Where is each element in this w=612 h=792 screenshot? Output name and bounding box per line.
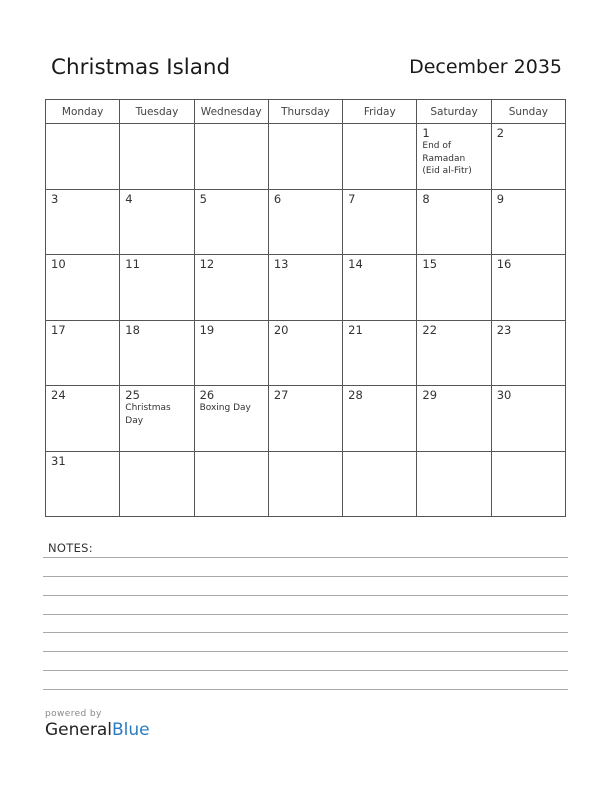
- day-cell: [194, 386, 268, 452]
- day-cell: [120, 124, 194, 190]
- weekday-header: Friday: [343, 100, 417, 124]
- day-number: 22: [422, 322, 438, 337]
- day-number: 13: [273, 257, 289, 271]
- day-cell-content: [492, 255, 565, 271]
- day-cell: [194, 189, 268, 255]
- day-cell-content: [492, 452, 565, 454]
- weekday-header: Monday: [46, 100, 120, 124]
- notes-label: NOTES:: [48, 541, 93, 555]
- day-number: 31: [51, 453, 66, 468]
- month-label: December 2035: [409, 56, 562, 78]
- day-cell: [343, 451, 417, 517]
- day-cell: [268, 320, 342, 386]
- day-cell: [417, 386, 491, 452]
- day-cell-content: [417, 452, 490, 454]
- day-cell-content: [492, 386, 565, 402]
- day-cell-content: [343, 386, 416, 402]
- day-cell: [417, 255, 491, 321]
- day-number: 26: [199, 388, 215, 402]
- day-cell: [120, 386, 194, 452]
- day-number: 5: [199, 191, 207, 206]
- day-cell-content: [120, 452, 193, 454]
- day-cell: [46, 124, 120, 190]
- day-cell-content: [46, 452, 119, 468]
- holiday-label: Boxing Day: [199, 403, 251, 413]
- day-number: 3: [51, 191, 59, 206]
- day-cell-content: [417, 190, 490, 206]
- day-cell: [343, 255, 417, 321]
- day-cell: [120, 320, 194, 386]
- notes-line: [43, 595, 568, 596]
- day-cell-content: [120, 124, 193, 126]
- day-number: 7: [348, 191, 356, 206]
- day-cell: [46, 320, 120, 386]
- day-cell: [46, 451, 120, 517]
- calendar-grid: [45, 99, 566, 517]
- day-cell: [120, 255, 194, 321]
- day-cell-content: [269, 321, 342, 337]
- weekday-header: Sunday: [491, 100, 565, 124]
- day-cell: [268, 124, 342, 190]
- day-cell-content: [269, 386, 342, 402]
- day-cell: [194, 124, 268, 190]
- weekday-header-row: [46, 100, 566, 124]
- day-cell-content: [269, 190, 342, 206]
- day-number: 21: [348, 322, 363, 337]
- generalblue-logo: [45, 709, 150, 740]
- day-number: 16: [496, 257, 512, 271]
- holiday-label: End of Ramadan (Eid al-Fitr): [422, 141, 472, 176]
- day-cell-content: [195, 321, 268, 337]
- week-row: [46, 255, 566, 321]
- notes-line: [43, 614, 568, 615]
- weekday-header: Tuesday: [120, 100, 194, 124]
- day-number: 19: [199, 322, 215, 337]
- day-number: 9: [496, 191, 505, 206]
- week-row: [46, 451, 566, 517]
- day-cell: [491, 124, 565, 190]
- day-cell: [343, 320, 417, 386]
- day-cell-content: [417, 321, 490, 337]
- day-cell-content: [492, 321, 565, 337]
- day-cell-content: [46, 321, 119, 337]
- day-cell-content: [343, 321, 416, 337]
- calendar-title: Christmas Island: [51, 55, 231, 80]
- day-cell-content: [343, 255, 416, 271]
- day-cell: [491, 451, 565, 517]
- day-cell: [268, 451, 342, 517]
- day-cell: [343, 189, 417, 255]
- day-number: 17: [51, 322, 66, 337]
- day-cell-content: [46, 255, 119, 271]
- day-cell: [343, 124, 417, 190]
- day-cell-content: [46, 124, 119, 126]
- day-cell-content: [492, 124, 565, 140]
- day-cell-content: [417, 124, 490, 178]
- notes-line: [43, 670, 568, 671]
- day-number: 6: [273, 191, 282, 206]
- day-cell: [491, 255, 565, 321]
- day-cell: [120, 451, 194, 517]
- day-cell: [491, 320, 565, 386]
- day-cell-content: [492, 190, 565, 206]
- day-cell: [417, 320, 491, 386]
- day-cell-content: [120, 386, 193, 427]
- day-number: 12: [199, 257, 215, 271]
- day-number: 8: [422, 191, 430, 206]
- holiday-label: Christmas Day: [125, 403, 171, 426]
- day-cell-content: [343, 124, 416, 126]
- day-number: 2: [496, 126, 505, 140]
- day-cell: [194, 451, 268, 517]
- day-cell-content: [195, 124, 268, 126]
- day-cell: [46, 255, 120, 321]
- day-number: 24: [51, 388, 66, 402]
- day-cell: [491, 386, 565, 452]
- day-number: 30: [496, 388, 512, 402]
- day-cell-content: [343, 452, 416, 454]
- notes-line: [43, 689, 568, 690]
- powered-by-text: powered by: [45, 709, 102, 719]
- day-number: 18: [125, 322, 140, 337]
- notes-line: [43, 557, 568, 558]
- week-row: [46, 320, 566, 386]
- day-cell: [268, 189, 342, 255]
- week-row: [46, 124, 566, 190]
- day-cell-content: [195, 386, 268, 415]
- day-cell-content: [120, 190, 193, 206]
- day-cell-content: [46, 386, 119, 402]
- weekday-header: Thursday: [268, 100, 342, 124]
- day-cell-content: [269, 124, 342, 126]
- brand-blue-text: Blue: [112, 720, 150, 740]
- day-cell: [268, 386, 342, 452]
- day-cell-content: [195, 190, 268, 206]
- day-cell-content: [343, 190, 416, 206]
- weekday-header: Wednesday: [194, 100, 268, 124]
- day-number: 4: [125, 191, 133, 206]
- day-cell: [120, 189, 194, 255]
- day-cell: [268, 255, 342, 321]
- day-number: 15: [422, 257, 438, 271]
- day-cell: [417, 451, 491, 517]
- day-cell-content: [120, 321, 193, 337]
- notes-line: [43, 651, 568, 652]
- day-cell-content: [417, 255, 490, 271]
- day-cell: [417, 124, 491, 190]
- day-number: 28: [348, 388, 363, 402]
- day-number: 23: [496, 322, 512, 337]
- day-cell-content: [195, 452, 268, 454]
- brand-name: [45, 720, 150, 740]
- day-cell-content: [269, 255, 342, 271]
- day-cell: [343, 386, 417, 452]
- day-cell: [46, 189, 120, 255]
- day-cell-content: [195, 255, 268, 271]
- day-cell-content: [417, 386, 490, 402]
- day-cell-content: [120, 255, 193, 271]
- day-cell: [417, 189, 491, 255]
- notes-line: [43, 632, 568, 633]
- day-cell: [194, 320, 268, 386]
- day-number: 25: [125, 388, 140, 402]
- day-cell-content: [46, 190, 119, 206]
- day-cell: [194, 255, 268, 321]
- day-number: 1: [422, 126, 430, 140]
- week-row: [46, 189, 566, 255]
- day-number: 29: [422, 388, 438, 402]
- day-number: 27: [273, 388, 289, 402]
- week-row: [46, 386, 566, 452]
- brand-general-text: General: [45, 720, 112, 740]
- weekday-header: Saturday: [417, 100, 491, 124]
- notes-line: [43, 576, 568, 577]
- day-cell-content: [269, 452, 342, 454]
- day-cell: [46, 386, 120, 452]
- day-number: 20: [273, 322, 289, 337]
- day-number: 10: [51, 257, 66, 271]
- day-cell: [491, 189, 565, 255]
- day-number: 14: [348, 257, 363, 271]
- day-number: 11: [125, 257, 140, 271]
